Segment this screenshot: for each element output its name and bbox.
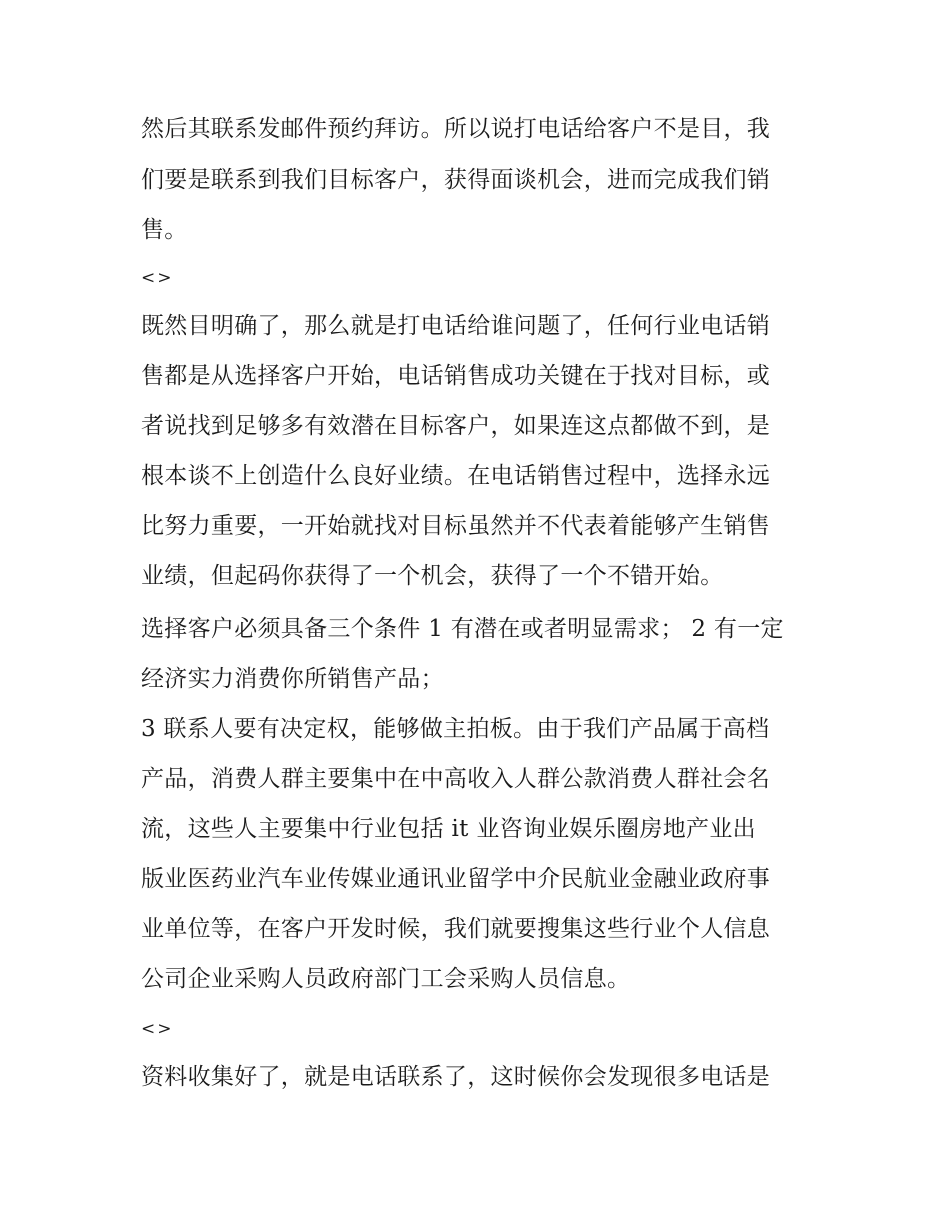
text-line: 根本谈不上创造什么良好业绩。在电话销售过程中，选择永远 xyxy=(141,463,771,489)
text-line: 公司企业采购人员政府部门工会采购人员信息。 xyxy=(141,966,631,992)
text-line: 选择客户必须具备三个条件 1 有潜在或者明显需求； 2 有一定 xyxy=(141,616,784,642)
text-line: 流，这些人主要集中行业包括 it 业咨询业娱乐圈房地产业出 xyxy=(141,816,756,842)
text-line: 售都是从选择客户开始，电话销售成功关键在于找对目标，或 xyxy=(141,363,771,389)
text-line: 者说找到足够多有效潜在目标客户，如果连这点都做不到，是 xyxy=(141,413,771,439)
text-line: 售。 xyxy=(141,217,188,243)
text-line: 经济实力消费你所销售产品； xyxy=(141,666,444,692)
text-line: 版业医药业汽车业传媒业通讯业留学中介民航业金融业政府事 xyxy=(141,866,771,892)
text-line: 既然目明确了，那么就是打电话给谁问题了，任何行业电话销 xyxy=(141,313,771,339)
text-line: 3 联系人要有决定权，能够做主拍板。由于我们产品属于高档 xyxy=(141,716,770,742)
text-line: 们要是联系到我们目标客户，获得面谈机会，进而完成我们销 xyxy=(141,167,771,193)
text-line: 产品，消费人群主要集中在中高收入人群公款消费人群社会名 xyxy=(141,766,771,792)
text-line: 然后其联系发邮件预约拜访。所以说打电话给客户不是目，我 xyxy=(141,116,771,142)
text-line: 业单位等，在客户开发时候，我们就要搜集这些行业个人信息 xyxy=(141,916,771,942)
text-line: 业绩，但起码你获得了一个机会，获得了一个不错开始。 xyxy=(141,563,724,589)
text-line: 比努力重要，一开始就找对目标虽然并不代表着能够产生销售 xyxy=(141,513,771,539)
text-line: 资料收集好了，就是电话联系了，这时候你会发现很多电话是 xyxy=(141,1064,771,1090)
section-marker: <> xyxy=(141,268,174,288)
section-marker: <> xyxy=(141,1019,174,1039)
